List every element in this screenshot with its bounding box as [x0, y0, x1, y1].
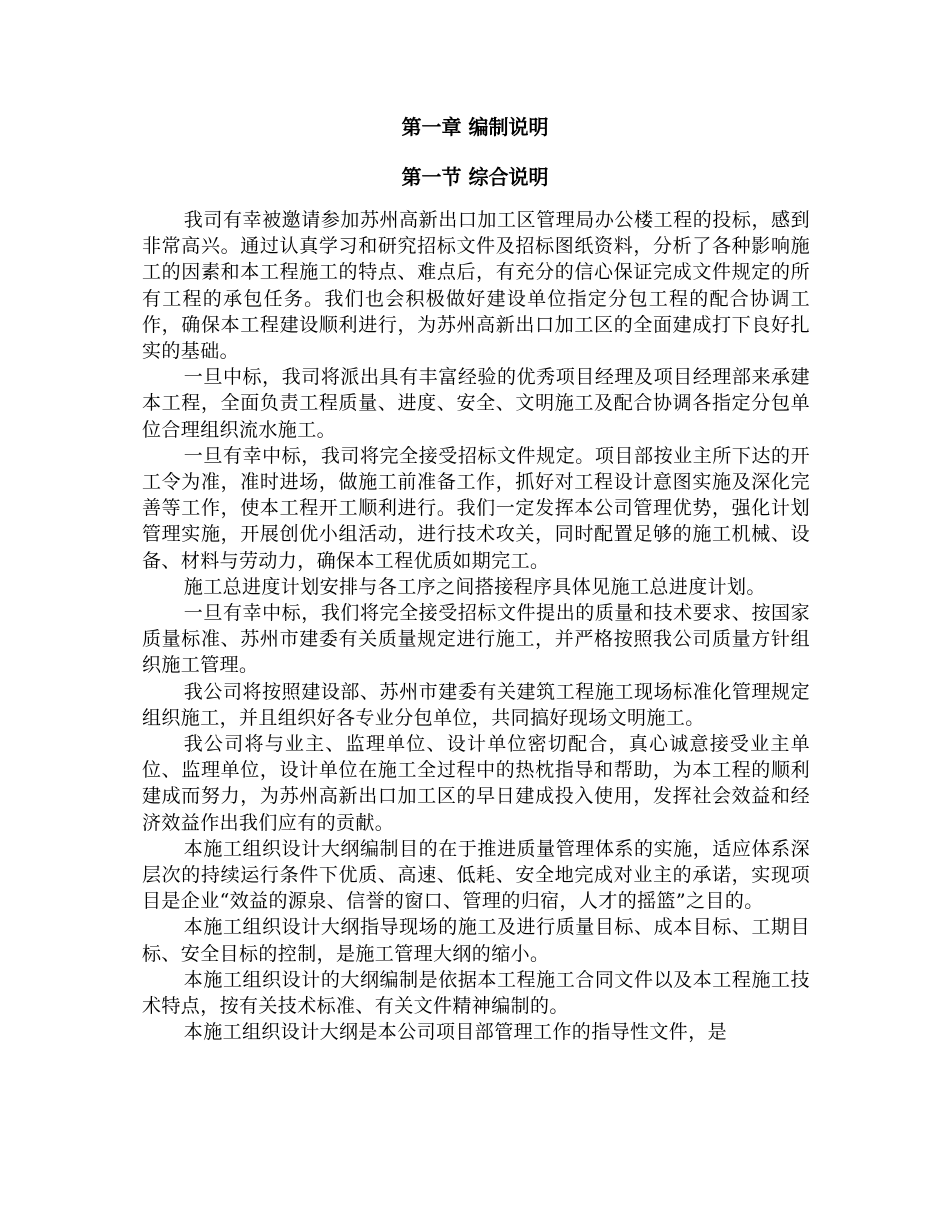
paragraph: 我公司将按照建设部、苏州市建委有关建筑工程施工现场标准化管理规定组织施工，并且组织好各专业分包单位，共同搞好现场文明施工。 — [142, 680, 810, 729]
paragraph: 本施工组织设计大纲指导现场的施工及进行质量目标、成本目标、工期目标、安全目标的控制，是施工管理大纲的缩小。 — [142, 916, 810, 965]
paragraph: 一旦中标，我司将派出具有丰富经验的优秀项目经理及项目经理部来承建本工程，全面负责工程质量、进度、安全、文明施工及配合协调各指定分包单位合理组织流水施工。 — [142, 366, 810, 441]
section-title: 第一节 综合说明 — [401, 165, 549, 189]
paragraph: 我司有幸被邀请参加苏州高新出口加工区管理局办公楼工程的投标，感到非常高兴。通过认真学习和研究招标文件及招标图纸资料，分析了各种影响施工的因素和本工程施工的特点、难点后，有充分的信心保证完成文件规定的所有工程的承包任务。我们也会积极做好建设单位指定分包工程的配合协调工作，确保本工程建设顺利进行，为苏州高新出口加工区的全面建成打下良好扎实的基础。 — [142, 209, 810, 363]
paragraph: 我公司将与业主、监理单位、设计单位密切配合，真心诚意接受业主单位、监理单位，设计单位在施工全过程中的热枕指导和帮助，为本工程的顺利建成而努力，为苏州高新出口加工区的早日建成投入使用，发挥社会效益和经济效益作出我们应有的贡献。 — [142, 733, 810, 834]
paragraph: 施工总进度计划安排与各工序之间搭接程序具体见施工总进度计划。 — [183, 575, 766, 598]
chapter-title: 第一章 编制说明 — [401, 115, 549, 139]
paragraph: 本施工组织设计大纲编制目的在于推进质量管理体系的实施，适应体系深层次的持续运行条件下优质、高速、低耗、安全地完成对业主的承诺，实现项目是企业“效益的源泉、信誉的窗口、管理的归宿，人才的摇篮”之目的。 — [142, 837, 810, 913]
body-text — [142, 207, 810, 1046]
paragraph: 一旦有幸中标，我司将完全接受招标文件规定。项目部按业主所下达的开工令为准，准时进场，做施工前准备工作，抓好对工程设计意图实施及深化完善等工作，使本工程开工顺利进行。我们一定发挥本公司管理优势，强化计划管理实施，开展创优小组活动，进行技术攻关，同时配置足够的施工机械、设备、材料与劳动力，确保本工程优质如期完工。 — [142, 444, 810, 572]
paragraph: 一旦有幸中标，我们将完全接受招标文件提出的质量和技术要求、按国家质量标准、苏州市建委有关质量规定进行施工，并严格按照我公司质量方针组织施工管理。 — [142, 602, 810, 677]
paragraph: 本施工组织设计的大纲编制是依据本工程施工合同文件以及本工程施工技术特点，按有关技术标准、有关文件精神编制的。 — [142, 968, 810, 1018]
paragraph: 本施工组织设计大纲是本公司项目部管理工作的指导性文件，是 — [183, 1021, 727, 1044]
